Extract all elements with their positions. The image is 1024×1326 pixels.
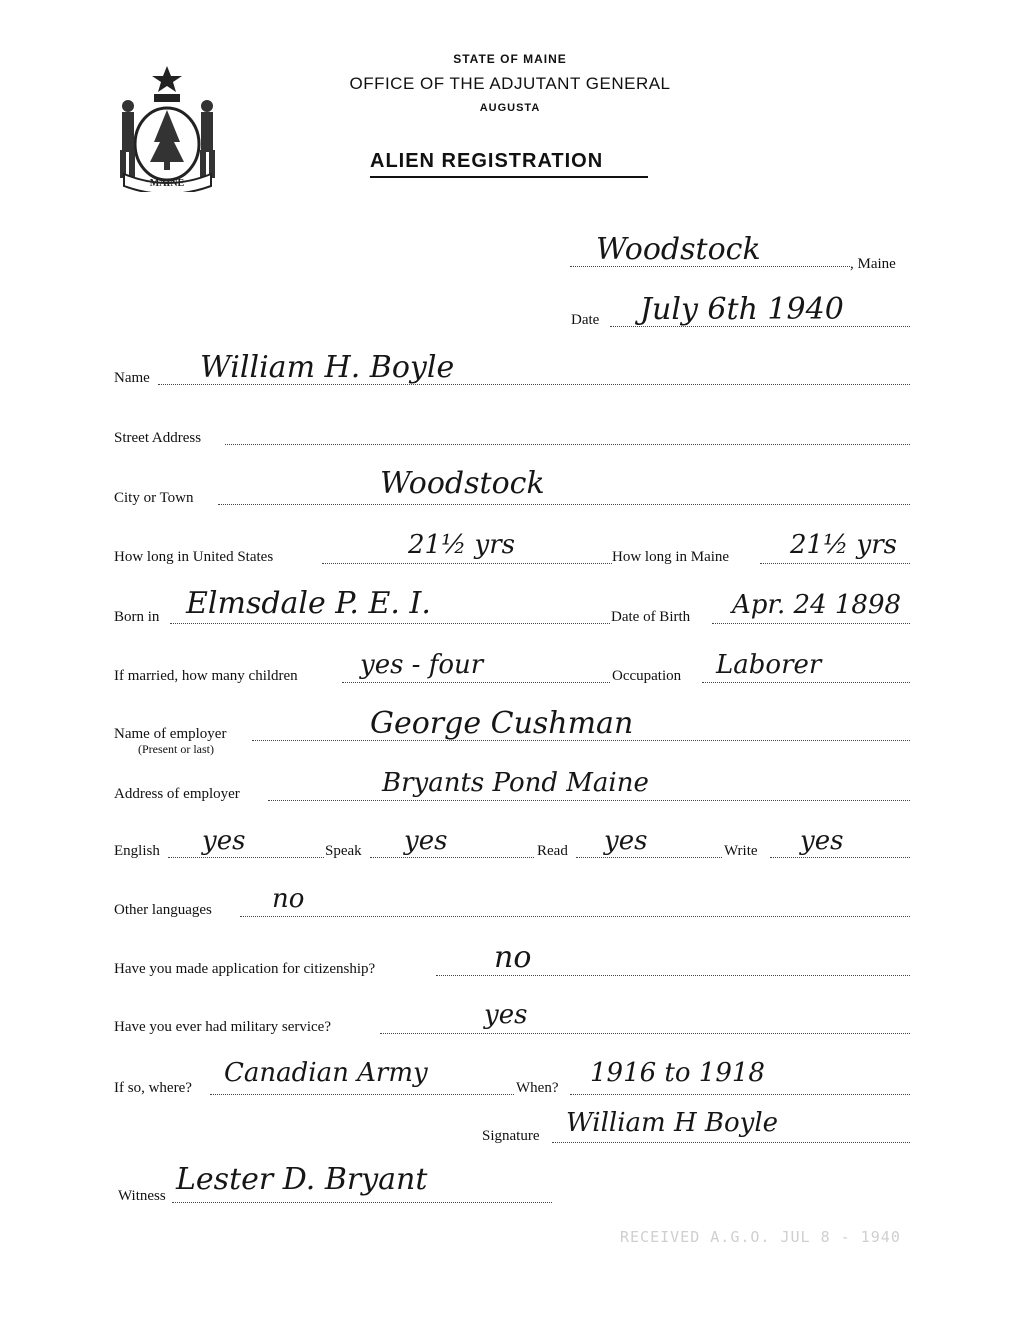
occupation-value: Laborer (716, 650, 822, 680)
witness-label: Witness (118, 1188, 166, 1204)
read-label: Read (537, 843, 568, 859)
date-of-birth-line (712, 623, 910, 624)
english-label: English (114, 843, 160, 859)
married-line (342, 682, 610, 683)
military-value: yes (484, 1000, 528, 1030)
married-value: yes - four (360, 650, 484, 680)
citizenship-label: Have you made application for citizenship? (114, 961, 376, 977)
where-label: If so, where? (114, 1080, 192, 1096)
office-heading: OFFICE OF THE ADJUTANT GENERAL (349, 74, 671, 93)
date-label: Date (571, 312, 600, 328)
speak-value: yes (404, 826, 448, 856)
when-label: When? (516, 1080, 559, 1096)
form-title: ALIEN REGISTRATION (370, 150, 604, 172)
received-stamp: RECEIVED A.G.O. JUL 8 - 1940 (620, 1228, 901, 1246)
seal-text: MAINE (149, 178, 185, 189)
read-line (576, 857, 722, 858)
employer-value: George Cushman (370, 706, 634, 741)
maine-label: , Maine (850, 256, 896, 272)
street-label: Street Address (114, 430, 202, 446)
signature-line (552, 1142, 910, 1143)
city-heading: AUGUSTA (479, 102, 541, 114)
how-long-us-label: How long in United States (114, 549, 274, 565)
city-line (218, 504, 910, 505)
other-languages-value: no (272, 884, 305, 914)
speak-label: Speak (325, 843, 362, 859)
name-label: Name (114, 370, 150, 386)
when-value: 1916 to 1918 (590, 1058, 765, 1088)
where-line (210, 1094, 514, 1095)
occupation-label: Occupation (612, 668, 682, 684)
witness-line (172, 1202, 552, 1203)
title-underline (370, 176, 648, 178)
other-languages-label: Other languages (114, 902, 212, 918)
employer-address-line (268, 800, 910, 801)
date-of-birth-value: Apr. 24 1898 (732, 590, 902, 620)
born-in-label: Born in (114, 609, 160, 625)
city-value: Woodstock (380, 466, 545, 501)
how-long-maine-value: 21½ yrs (790, 530, 898, 560)
signature-value: William H Boyle (566, 1108, 779, 1138)
date-of-birth-label: Date of Birth (611, 609, 691, 625)
name-value: William H. Boyle (200, 350, 455, 385)
street-line (225, 444, 910, 445)
employer-sublabel: (Present or last) (138, 742, 214, 756)
citizenship-value: no (494, 940, 532, 975)
write-label: Write (724, 843, 758, 859)
how-long-maine-label: How long in Maine (612, 549, 730, 565)
date-value: July 6th 1940 (640, 292, 844, 327)
town-value: Woodstock (596, 232, 761, 267)
when-line (570, 1094, 910, 1095)
employer-address-label: Address of employer (114, 786, 240, 802)
witness-value: Lester D. Bryant (176, 1162, 428, 1197)
born-in-value: Elmsdale P. E. I. (186, 586, 431, 621)
military-line (380, 1033, 910, 1034)
other-languages-line (240, 916, 910, 917)
employer-address-value: Bryants Pond Maine (382, 768, 649, 798)
occupation-line (702, 682, 910, 683)
where-value: Canadian Army (224, 1058, 428, 1088)
employer-label: Name of employer (114, 726, 227, 742)
how-long-maine-line (760, 563, 910, 564)
english-value: yes (202, 826, 246, 856)
how-long-us-value: 21½ yrs (408, 530, 516, 560)
how-long-us-line (322, 563, 612, 564)
state-heading: STATE OF MAINE (453, 52, 567, 66)
write-line (770, 857, 910, 858)
state-seal-icon (110, 62, 225, 192)
born-in-line (170, 623, 610, 624)
city-label: City or Town (114, 490, 194, 506)
english-line (168, 857, 324, 858)
married-label: If married, how many children (114, 668, 298, 684)
speak-line (370, 857, 534, 858)
military-label: Have you ever had military service? (114, 1019, 331, 1035)
signature-label: Signature (482, 1128, 540, 1144)
citizenship-line (436, 975, 910, 976)
write-value: yes (800, 826, 844, 856)
read-value: yes (604, 826, 648, 856)
